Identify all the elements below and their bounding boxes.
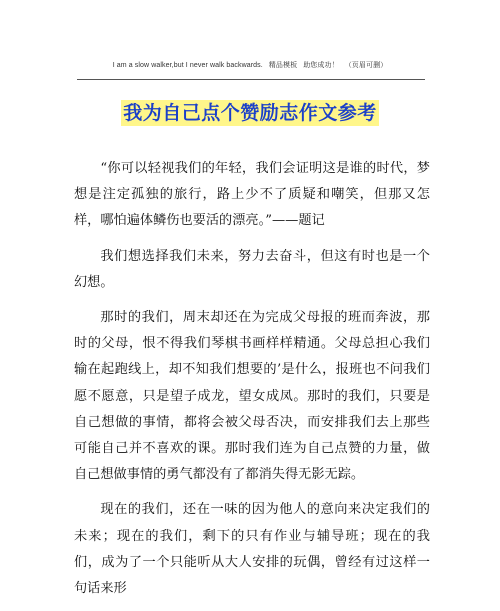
header-wish: 助您成功！ (303, 61, 339, 69)
document-body (74, 156, 430, 611)
header-motto: I am a slow walker,but I never walk backwards. (112, 62, 263, 69)
header-template-note: 精品模板 (268, 61, 298, 69)
page-header (0, 60, 500, 70)
paragraph: 我们想选择我们未来，努力去奋斗，但这有时也是一个幻想。 (74, 248, 430, 290)
header-divider (77, 79, 425, 80)
title-block (0, 100, 500, 126)
paragraph: 那时的我们，周末却还在为完成父母报的班而奔波，那时的父母，恨不得我们琴棋书画样样精通。父母总担心我们输在起跑线上，却不知我们想要的’是什么，报班也不问我们愿不愿意，只是望子成龙，望女成凤。那时的我们，只要是自己想做的事情，都将会被父母否决，而安排我们去上那些可能自己并不喜欢的课。那时我们连为自己点赞的力量，做自己想做事情的勇气都没有了都消失得无影无踪。 (74, 310, 430, 483)
paragraph: 现在的我们，还在一味的因为他人的意向来决定我们的未来；现在的我们，剩下的只有作业与辅导班；现在的我们，成为了一个只能听从大人安排的玩偶，曾经有过这样一句话来形 (74, 502, 430, 597)
header-removable-note: （页眉可删） (344, 61, 388, 69)
paragraph: “你可以轻视我们的年轻，我们会证明这是谁的时代，梦想是注定孤独的旅行，路上少不了质疑和嘲笑，但那又怎样，哪怕遍体鳞伤也要活的漂亮。”——题记 (74, 161, 430, 229)
document-title: 我为自己点个赞励志作文参考 (123, 102, 377, 124)
